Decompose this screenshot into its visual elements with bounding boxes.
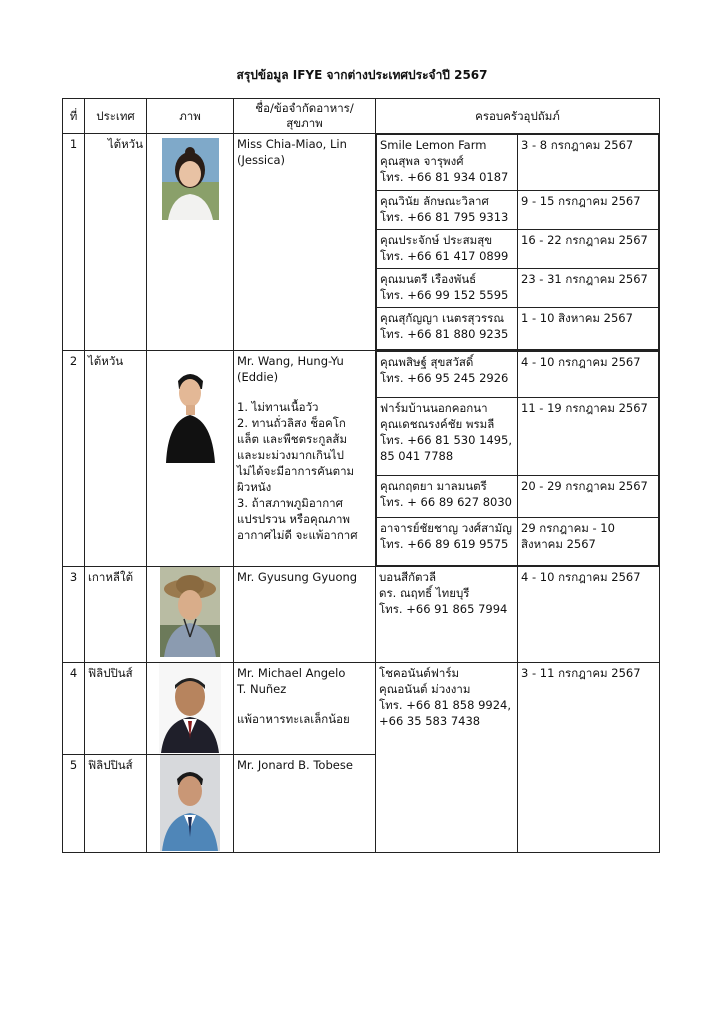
- header-name: ชื่อ/ข้อจำกัดอาหาร/ สุขภาพ: [234, 99, 376, 134]
- host-family-item: [377, 135, 659, 191]
- row-number: 2: [63, 351, 85, 567]
- host-dates: 29 กรกฎาคม - 10 สิงหาคม 2567: [518, 518, 659, 566]
- row-photo-cell: [147, 663, 234, 755]
- row-number: 3: [63, 567, 85, 663]
- host-family-cell: [376, 134, 660, 351]
- row-photo-cell: [147, 351, 234, 567]
- row-number: 5: [63, 755, 85, 853]
- host-family-item: [377, 398, 659, 476]
- host-dates: 1 - 10 สิงหาคม 2567: [518, 308, 659, 350]
- row-name-cell: [234, 663, 376, 755]
- host-info: Smile Lemon Farm คุณสุพล จารุพงศ์ โทร. +66 81 934 0187: [377, 135, 518, 191]
- host-info: คุณวินัย ลักษณะวิลาศ โทร. +66 81 795 9313: [377, 191, 518, 230]
- table-header-row: [63, 99, 660, 134]
- host-family-item: [377, 269, 659, 308]
- host-dates: 20 - 29 กรกฎาคม 2567: [518, 476, 659, 518]
- row-country: ไต้หวัน: [85, 134, 147, 351]
- host-dates: 4 - 10 กรกฎาคม 2567: [518, 567, 660, 663]
- header-host-family: ครอบครัวอุปถัมภ์: [376, 99, 660, 134]
- host-dates: 23 - 31 กรกฎาคม 2567: [518, 269, 659, 308]
- host-dates: 11 - 19 กรกฎาคม 2567: [518, 398, 659, 476]
- header-country: ประเทศ: [85, 99, 147, 134]
- host-family-item: [377, 352, 659, 398]
- table-row: [63, 351, 660, 567]
- row-name: Mr. Jonard B. Tobese: [234, 755, 376, 853]
- row-name: Mr. Wang, Hung-Yu (Eddie): [237, 354, 344, 384]
- participant-photo: [160, 755, 220, 851]
- table-row: [63, 663, 660, 755]
- host-family-item: [377, 191, 659, 230]
- row-name: Mr. Gyusung Gyuong: [234, 567, 376, 663]
- participant-photo: [162, 363, 219, 463]
- header-no: ที่: [63, 99, 85, 134]
- host-info: คุณกฤตยา มาลมนตรี โทร. + 66 89 627 8030: [377, 476, 518, 518]
- host-dates: 9 - 15 กรกฎาคม 2567: [518, 191, 659, 230]
- participant-photo: [162, 138, 219, 220]
- host-info: อาจารย์ชัยชาญ วงศ์สามัญ โทร. +66 89 619 9575: [377, 518, 518, 566]
- host-family-list: [376, 351, 659, 566]
- participant-photo: [159, 663, 221, 753]
- host-info: คุณประจักษ์ ประสมสุข โทร. +66 61 417 0899: [377, 230, 518, 269]
- host-dates: 3 - 8 กรกฎาคม 2567: [518, 135, 659, 191]
- host-dates: 4 - 10 กรกฎาคม 2567: [518, 352, 659, 398]
- row-country: ฟิลิปปินส์: [85, 663, 147, 755]
- row-name-cell: [234, 351, 376, 567]
- row-name: Miss Chia-Miao, Lin (Jessica): [234, 134, 376, 351]
- participant-photo: [160, 567, 220, 657]
- host-family-item: [377, 308, 659, 350]
- row-number: 1: [63, 134, 85, 351]
- row-dietary-note: แพ้อาหารทะเลเล็กน้อย: [237, 712, 350, 726]
- host-family-list: [376, 134, 659, 350]
- host-family-item: [377, 230, 659, 269]
- row-country: ไต้หวัน: [85, 351, 147, 567]
- row-number: 4: [63, 663, 85, 755]
- row-country: ฟิลิปปินส์: [85, 755, 147, 853]
- row-photo-cell: [147, 134, 234, 351]
- host-info: คุณมนตรี เรืองพันธ์ โทร. +66 99 152 5595: [377, 269, 518, 308]
- row-name: Mr. Michael Angelo T. Nuñez: [237, 666, 346, 696]
- host-family-item: [377, 518, 659, 566]
- host-family-item: [377, 476, 659, 518]
- host-dates: 16 - 22 กรกฎาคม 2567: [518, 230, 659, 269]
- host-dates: 3 - 11 กรกฎาคม 2567: [518, 663, 660, 853]
- table-row: [63, 134, 660, 351]
- ifye-summary-table: [62, 98, 660, 853]
- host-info: โชคอนันต์ฟาร์ม คุณอนันต์ ม่วงงาม โทร. +66 81 858 9924, +66 35 583 7438: [376, 663, 518, 853]
- host-info: คุณสุกัญญา เนตรสุวรรณ โทร. +66 81 880 9235: [377, 308, 518, 350]
- row-dietary-note: 1. ไม่ทานเนื้อวัว 2. ทานถั่วลิสง ช็อคโก แล็ต และพืชตระกูลส้ม และมะม่วงมากเกินไป ไม่ได้จะมีอาการคันตาม ผิวหนัง 3. ถ้าสภาพภูมิอากาศ แปรปรวน หรือคุณภาพ อากาศไม่ดี จะแพ้อากาศ: [237, 400, 358, 542]
- host-info: บอนสีกัตวลี ดร. ณฤทธิ์ ไทยบุรี โทร. +66 91 865 7994: [376, 567, 518, 663]
- row-photo-cell: [147, 755, 234, 853]
- row-country: เกาหลีใต้: [85, 567, 147, 663]
- document-title: สรุปข้อมูล IFYE จากต่างประเทศประจำปี 2567: [236, 68, 488, 82]
- host-family-cell: [376, 351, 660, 567]
- table-row: [63, 567, 660, 663]
- row-photo-cell: [147, 567, 234, 663]
- host-info: ฟาร์มบ้านนอกคอกนา คุณเดชณรงค์ชัย พรมลี โทร. +66 81 530 1495, 85 041 7788: [377, 398, 518, 476]
- host-info: คุณพสิษฐ์ สุขสวัสดิ์ โทร. +66 95 245 2926: [377, 352, 518, 398]
- header-photo: ภาพ: [147, 99, 234, 134]
